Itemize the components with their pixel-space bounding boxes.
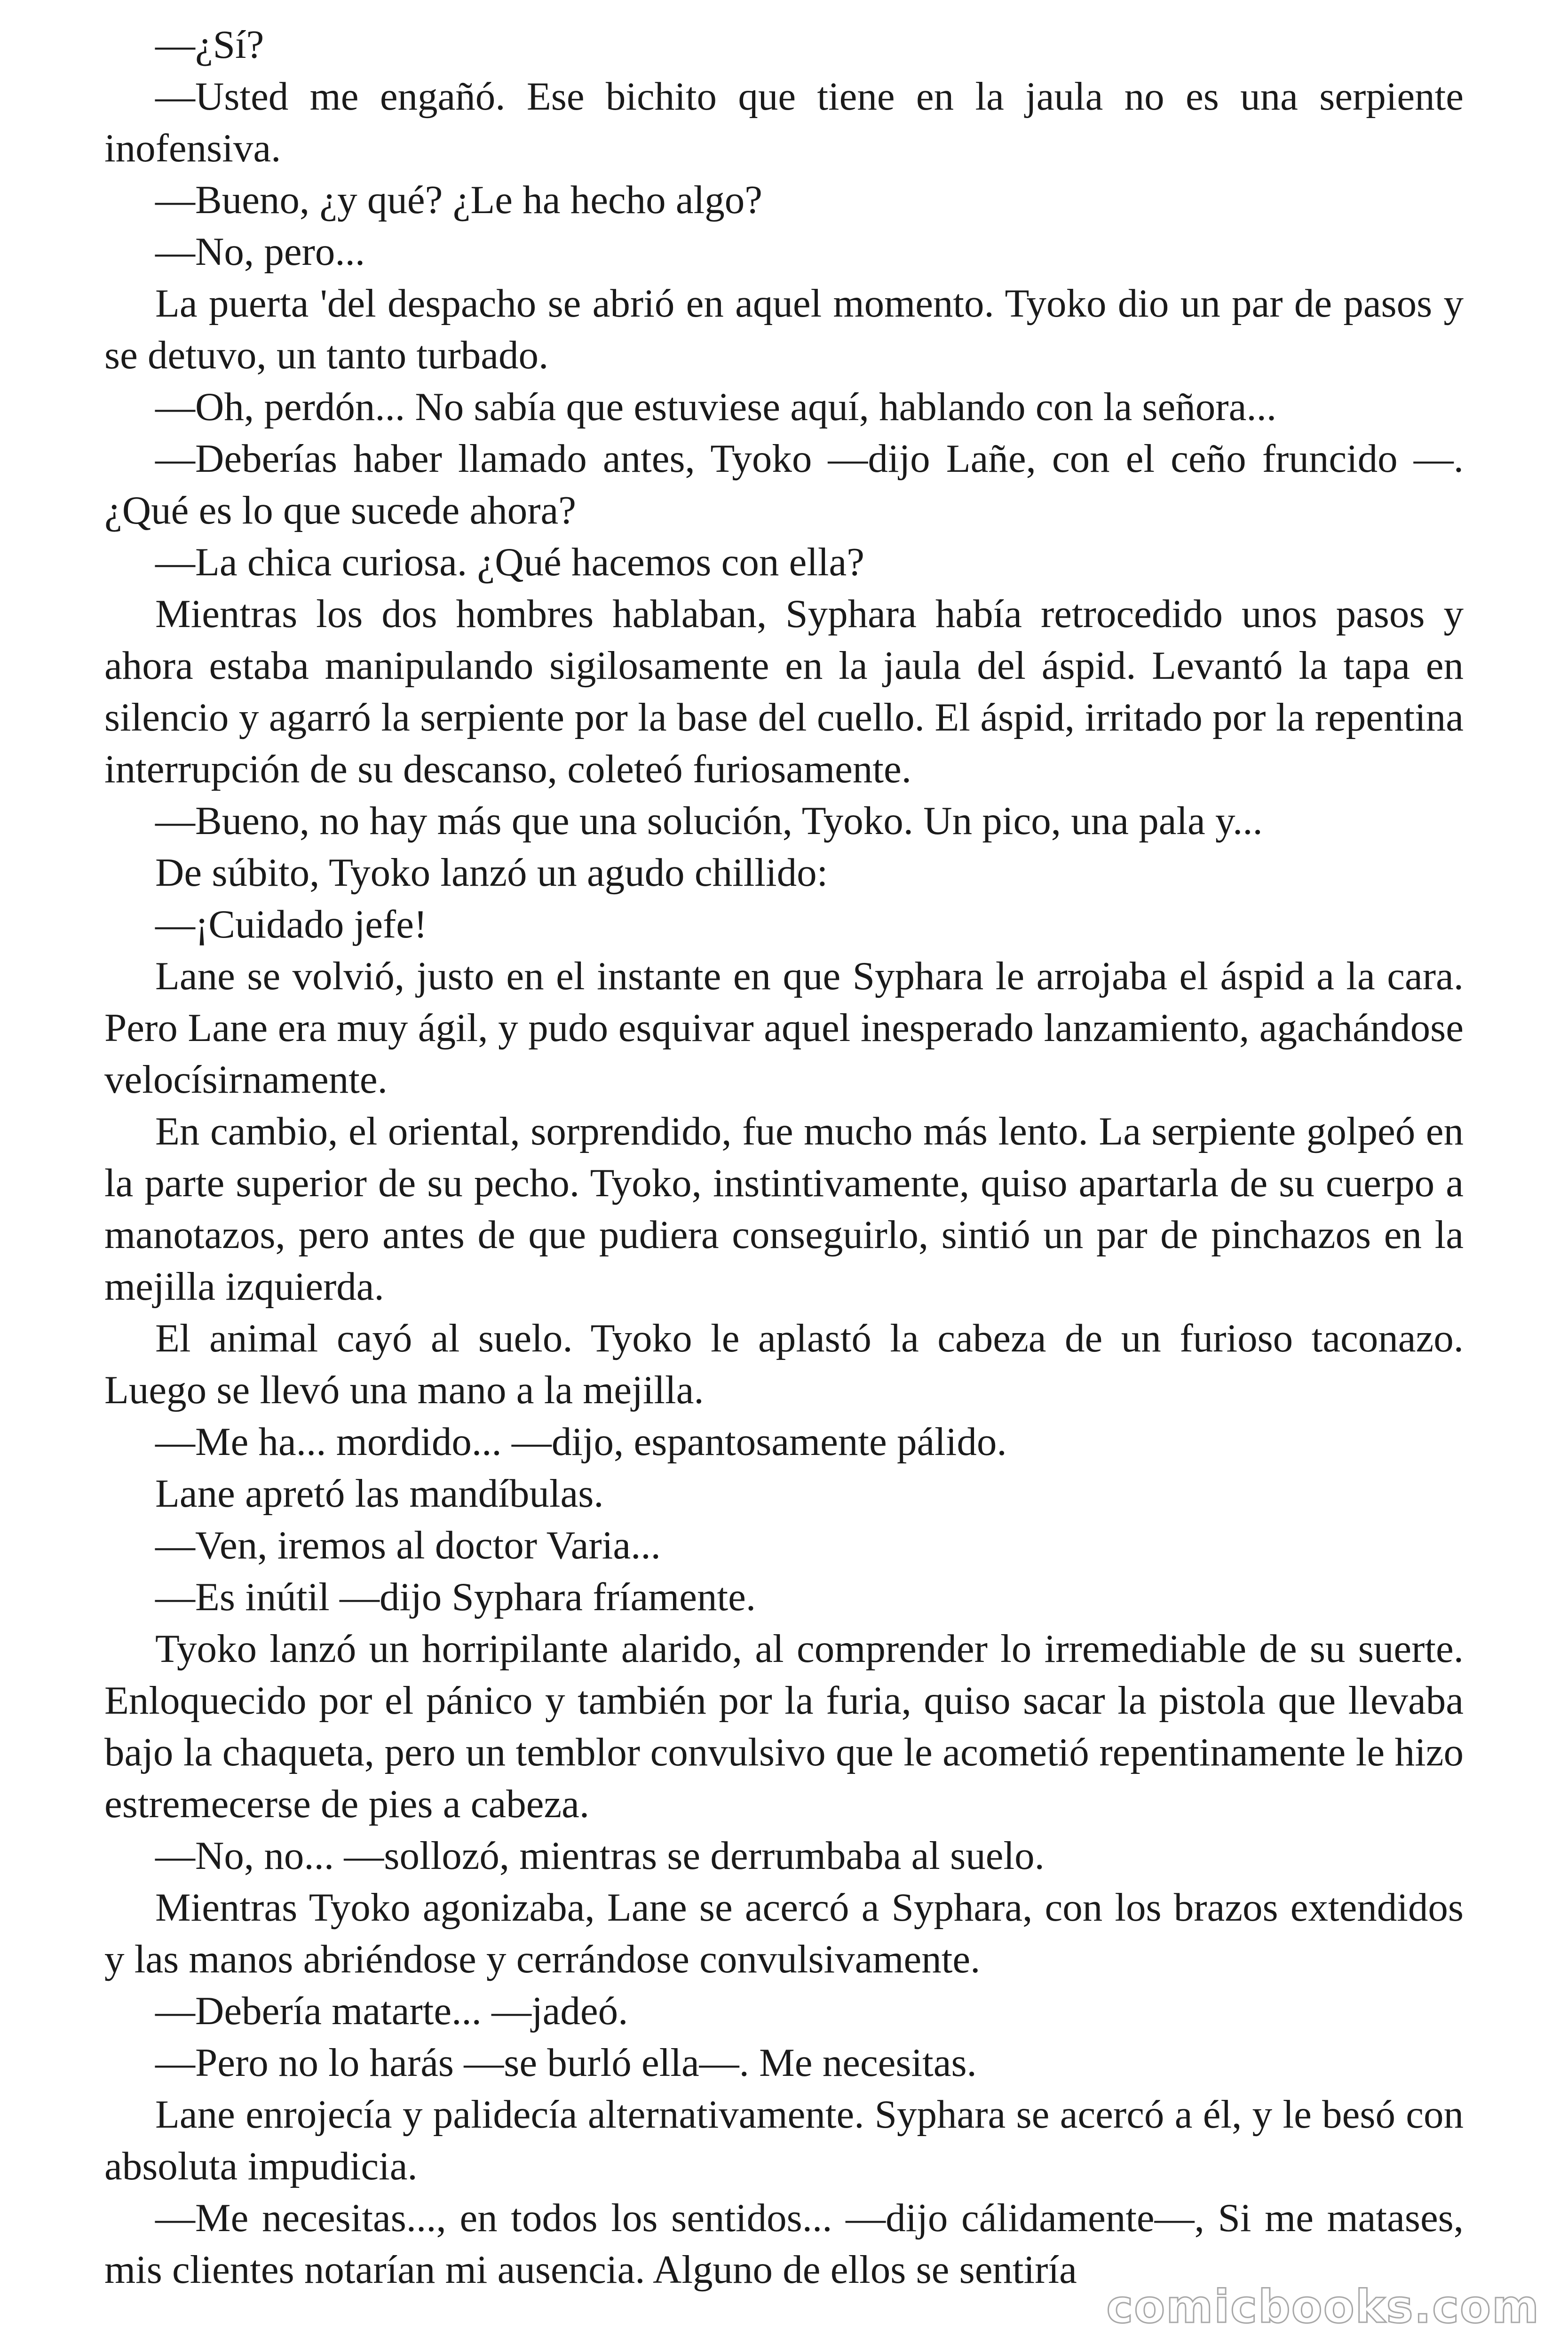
- paragraph: —Bueno, no hay más que una solución, Tyoko. Un pico, una pala y...: [155, 799, 1263, 843]
- paragraph: —Me necesitas..., en todos los sentidos... —dijo cálidamente—, Si me matases, mis clientes notarían mi ausencia. Alguno de ellos se sentiría: [104, 2196, 1464, 2292]
- paragraph: —Oh, perdón... No sabía que estuviese aquí, hablando con la señora...: [155, 385, 1277, 429]
- paragraph: Mientras Tyoko agonizaba, Lane se acercó a Syphara, con los brazos extendidos y las manos abriéndose y cerrándose convulsivamente.: [104, 1885, 1464, 1981]
- paragraph: —¡Cuidado jefe!: [155, 902, 428, 946]
- paragraph: Mientras los dos hombres hablaban, Syphara había retrocedido unos pasos y ahora estaba manipulando sigilosamente en la jaula del áspid. Levantó la tapa en silencio y agarró la serpiente por la base del cuello. El áspid, irritado por la repentina interrupción de su descanso, coleteó furiosamente.: [104, 592, 1464, 791]
- paragraph: Lane se volvió, justo en el instante en que Syphara le arrojaba el áspid a la cara. Pero Lane era muy ágil, y pudo esquivar aquel inesperado lanzamiento, agachándose velocísirnamente.: [104, 954, 1464, 1102]
- paragraph: La puerta 'del despacho se abrió en aquel momento. Tyoko dio un par de pasos y se detuvo, un tanto turbado.: [104, 281, 1464, 377]
- paragraph: —Ven, iremos al doctor Varia...: [155, 1523, 661, 1567]
- paragraph: —Me ha... mordido... —dijo, espantosamente pálido.: [155, 1420, 1007, 1464]
- paragraph: —Pero no lo harás —se burló ella—. Me necesitas.: [155, 2041, 977, 2085]
- page-text: [104, 19, 1464, 2338]
- paragraph: —Es inútil —dijo Syphara fríamente.: [155, 1575, 756, 1619]
- paragraph: En cambio, el oriental, sorprendido, fue mucho más lento. La serpiente golpeó en la parte superior de su pecho. Tyoko, instintivamente, quiso apartarla de su cuerpo a manotazos, pero antes de que pudiera conseguirlo, sintió un par de pinchazos en la mejilla izquierda.: [104, 1109, 1464, 1309]
- paragraph: —¿Sí?: [155, 23, 264, 67]
- paragraph: —Debería matarte... —jadeó.: [155, 1989, 628, 2033]
- paragraph: —No, pero...: [155, 230, 365, 274]
- paragraph: De súbito, Tyoko lanzó un agudo chillido:: [155, 850, 828, 895]
- paragraph: Lane apretó las mandíbulas.: [155, 1471, 604, 1516]
- paragraph: —Bueno, ¿y qué? ¿Le ha hecho algo?: [155, 178, 762, 222]
- paragraph: —Deberías haber llamado antes, Tyoko —dijo Lañe, con el ceño fruncido —. ¿Qué es lo que sucede ahora?: [104, 437, 1464, 532]
- paragraph: —Usted me engañó. Ese bichito que tiene en la jaula no es una serpiente inofensiva.: [104, 74, 1464, 170]
- paragraph: —La chica curiosa. ¿Qué hacemos con ella?: [155, 540, 865, 584]
- paragraph: Tyoko lanzó un horripilante alarido, al comprender lo irremediable de su suerte. Enloquecido por el pánico y también por la furia, quiso sacar la pistola que llevaba bajo la chaqueta, pero un temblor convulsivo que le acometió repentinamente le hizo estremecerse de pies a cabeza.: [104, 1627, 1464, 1826]
- watermark-logo: comicbooks.com: [1106, 2280, 1540, 2333]
- paragraph: —No, no... —sollozó, mientras se derrumbaba al suelo.: [155, 1834, 1045, 1878]
- paragraph: El animal cayó al suelo. Tyoko le aplastó la cabeza de un furioso taconazo. Luego se llevó una mano a la mejilla.: [104, 1316, 1464, 1412]
- paragraph: Lane enrojecía y palidecía alternativamente. Syphara se acercó a él, y le besó con absoluta impudicia.: [104, 2092, 1464, 2188]
